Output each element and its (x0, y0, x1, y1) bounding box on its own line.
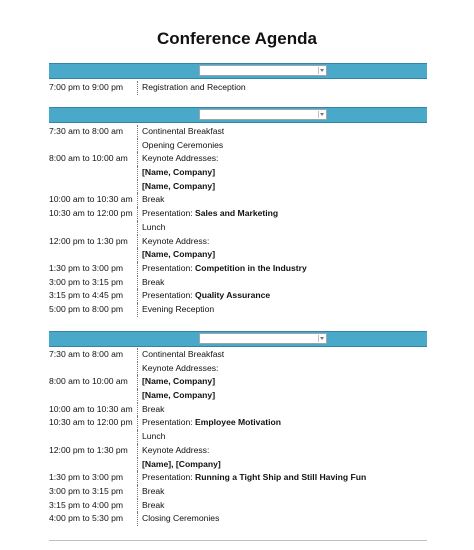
column-divider (137, 458, 138, 472)
agenda-item-text: Presentation: (142, 262, 196, 273)
time-slot: 8:00 am to 10:00 am (49, 376, 128, 387)
agenda-item-text: Lunch (142, 221, 166, 232)
time-slot: 7:00 pm to 9:00 pm (49, 82, 124, 92)
agenda-item-text: Keynote Address: (142, 235, 210, 246)
agenda-row (49, 512, 427, 526)
agenda-row (49, 362, 427, 376)
column-divider (137, 166, 138, 180)
time-slot: 10:30 am to 12:00 pm (49, 208, 133, 219)
column-divider (137, 235, 138, 249)
agenda-item-highlight: [Name, Company] (142, 180, 216, 191)
agenda-item (142, 303, 214, 317)
agenda-row (49, 139, 427, 153)
column-divider (137, 262, 138, 276)
agenda-item-highlight: Employee Motivation (195, 417, 281, 428)
column-divider (137, 207, 138, 221)
agenda-item-highlight: [Name, Company] (142, 376, 216, 387)
agenda-item-text: Presentation: (142, 417, 196, 428)
agenda-item-highlight: [Name, Company] (142, 390, 216, 401)
agenda-item-highlight: Running a Tight Ship and Still Having Fun (195, 472, 367, 483)
agenda-row (49, 193, 427, 207)
time-slot: 12:00 pm to 1:30 pm (49, 235, 128, 246)
agenda-item-highlight: Sales and Marketing (195, 208, 279, 219)
time-slot: 4:00 pm to 5:30 pm (49, 513, 124, 524)
agenda-item (142, 193, 164, 207)
agenda-item (142, 444, 209, 458)
time-slot: 10:00 am to 10:30 am (49, 194, 133, 205)
agenda-item (142, 375, 215, 389)
time-slot: 3:15 pm to 4:45 pm (49, 290, 124, 301)
agenda-item-text: Lunch (142, 431, 166, 442)
agenda-item (142, 471, 366, 485)
agenda-row (49, 348, 427, 362)
agenda-row (49, 430, 427, 444)
agenda-item-text: Presentation: (142, 472, 196, 483)
day-select-1[interactable] (199, 65, 327, 76)
agenda-item (142, 485, 164, 499)
agenda-item (142, 458, 221, 472)
agenda-row (49, 403, 427, 417)
day-header-bar-2 (49, 107, 427, 123)
agenda-item-text: Keynote Addresses: (142, 362, 219, 373)
column-divider (137, 444, 138, 458)
agenda-item-text: Break (142, 485, 165, 496)
time-slot: 10:00 am to 10:30 am (49, 403, 133, 414)
agenda-row (49, 166, 427, 180)
agenda-item-highlight: Quality Assurance (195, 290, 271, 301)
column-divider (137, 289, 138, 303)
agenda-row (49, 221, 427, 235)
column-divider (137, 348, 138, 362)
agenda-item-text: Break (142, 403, 165, 414)
day-header-bar-1 (49, 63, 427, 79)
chevron-down-icon (318, 111, 325, 118)
agenda-row (49, 276, 427, 290)
column-divider (137, 499, 138, 513)
time-slot: 3:00 pm to 3:15 pm (49, 485, 124, 496)
agenda-item (142, 430, 165, 444)
column-divider (137, 152, 138, 166)
agenda-row (49, 262, 427, 276)
agenda-item (142, 166, 215, 180)
day-2-schedule (49, 125, 427, 317)
time-slot: 1:30 pm to 3:00 pm (49, 472, 124, 483)
agenda-item-text: Keynote Address: (142, 444, 210, 455)
column-divider (137, 471, 138, 485)
agenda-row (49, 458, 427, 472)
day-1-schedule (49, 81, 427, 95)
agenda-item (142, 348, 224, 362)
chevron-down-icon (318, 67, 325, 74)
column-divider (137, 362, 138, 376)
agenda-item (142, 125, 224, 139)
agenda-item (142, 276, 164, 290)
column-divider (137, 430, 138, 444)
agenda-item (142, 221, 165, 235)
time-slot: 7:30 am to 8:00 am (49, 126, 124, 136)
agenda-item (142, 152, 218, 166)
agenda-row (49, 375, 427, 389)
column-divider (137, 139, 138, 153)
agenda-item-text: Closing Ceremonies (142, 513, 220, 524)
agenda-row (49, 289, 427, 303)
time-slot: 5:00 pm to 8:00 pm (49, 303, 124, 314)
agenda-row (49, 248, 427, 262)
column-divider (137, 512, 138, 526)
agenda-item (142, 235, 209, 249)
agenda-item-text: Break (142, 499, 165, 510)
agenda-item-text: Presentation: (142, 208, 196, 219)
agenda-item-highlight: [Name, Company] (142, 167, 216, 178)
column-divider (137, 221, 138, 235)
agenda-row (49, 471, 427, 485)
column-divider (137, 403, 138, 417)
agenda-item-text: Presentation: (142, 290, 196, 301)
time-slot: 8:00 am to 10:00 am (49, 153, 128, 164)
agenda-row (49, 207, 427, 221)
agenda-row (49, 416, 427, 430)
column-divider (137, 303, 138, 317)
agenda-row (49, 235, 427, 249)
column-divider (137, 389, 138, 403)
agenda-item-text: Break (142, 276, 165, 287)
agenda-row (49, 152, 427, 166)
agenda-item-highlight: Competition in the Industry (195, 262, 307, 273)
agenda-item-text: Continental Breakfast (142, 126, 225, 136)
agenda-row (49, 303, 427, 317)
agenda-row (49, 485, 427, 499)
agenda-item-text: Opening Ceremonies (142, 139, 224, 150)
day-select-3[interactable] (199, 333, 327, 344)
column-divider (137, 375, 138, 389)
day-header-bar-3 (49, 331, 427, 347)
agenda-item (142, 180, 215, 194)
agenda-row (49, 125, 427, 139)
agenda-item-text: Continental Breakfast (142, 349, 225, 359)
agenda-item-text: Keynote Addresses: (142, 153, 219, 164)
column-divider (137, 276, 138, 290)
column-divider (137, 248, 138, 262)
column-divider (137, 193, 138, 207)
agenda-item (142, 139, 223, 153)
day-3-schedule (49, 348, 427, 526)
column-divider (137, 125, 138, 139)
agenda-row (49, 444, 427, 458)
agenda-row (49, 499, 427, 513)
agenda-item-text: Evening Reception (142, 303, 215, 314)
agenda-item (142, 362, 218, 376)
agenda-item (142, 289, 270, 303)
time-slot: 12:00 pm to 1:30 pm (49, 444, 128, 455)
column-divider (137, 180, 138, 194)
agenda-item (142, 416, 281, 430)
agenda-item (142, 403, 164, 417)
agenda-row (49, 389, 427, 403)
agenda-item (142, 207, 278, 221)
agenda-item (142, 262, 307, 276)
agenda-item-text: Registration and Reception (142, 82, 246, 92)
day-select-2[interactable] (199, 109, 327, 120)
agenda-item-highlight: [Name, Company] (142, 249, 216, 260)
agenda-item-highlight: [Name], [Company] (142, 458, 221, 469)
agenda-item (142, 389, 215, 403)
time-slot: 3:15 pm to 4:00 pm (49, 499, 124, 510)
agenda-row (49, 180, 427, 194)
page-title: Conference Agenda (157, 29, 317, 48)
time-slot: 10:30 am to 12:00 pm (49, 417, 133, 428)
agenda-item-text: Break (142, 194, 165, 205)
time-slot: 7:30 am to 8:00 am (49, 349, 124, 359)
agenda-item (142, 81, 246, 95)
agenda-row (49, 81, 427, 95)
agenda-item (142, 248, 215, 262)
agenda-item (142, 499, 164, 513)
time-slot: 3:00 pm to 3:15 pm (49, 276, 124, 287)
column-divider (137, 81, 138, 95)
column-divider (137, 416, 138, 430)
chevron-down-icon (318, 335, 325, 342)
time-slot: 1:30 pm to 3:00 pm (49, 262, 124, 273)
column-divider (137, 485, 138, 499)
bottom-divider (49, 540, 427, 541)
agenda-item (142, 512, 219, 526)
